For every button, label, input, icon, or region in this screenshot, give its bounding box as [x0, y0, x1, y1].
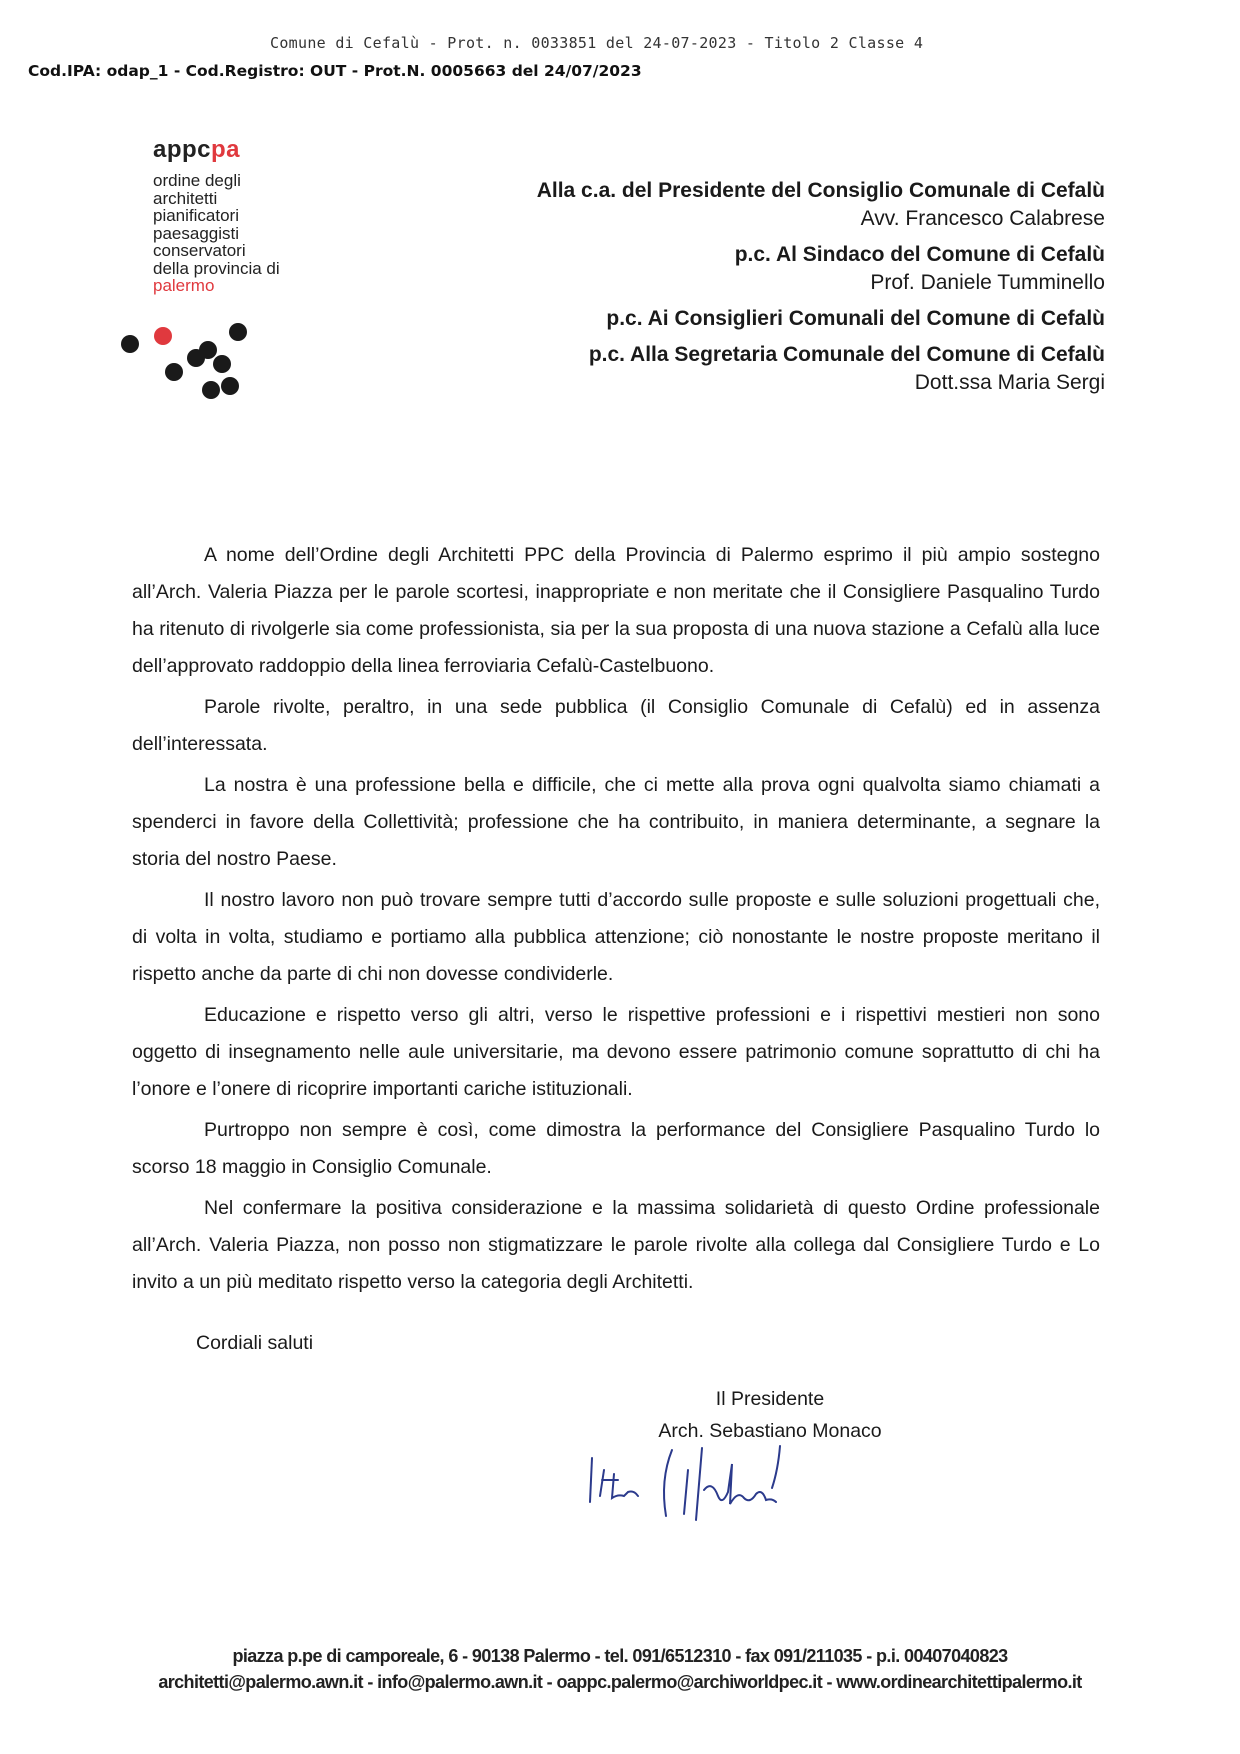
- footer-contacts: architetti@palermo.awn.it - info@palermo.awn.it - oappc.palermo@archiworldpec.it - www.ordinearchitettipalermo.it: [158, 1672, 1082, 1692]
- body-paragraph: Parole rivolte, peraltro, in una sede pubblica (il Consiglio Comunale di Cefalù) ed in assenza dell’interessata.: [132, 696, 1100, 755]
- body-paragraph: Purtroppo non sempre è così, come dimostra la performance del Consigliere Pasqualino Turdo lo scorso 18 maggio in Consiglio Comunale.: [132, 1119, 1100, 1178]
- signatory-title: Il Presidente: [715, 1388, 825, 1410]
- addressees: [465, 177, 1105, 405]
- organization-logo: [153, 136, 343, 295]
- protocol-stamp: Comune di Cefalù - Prot. n. 0033851 del 24-07-2023 - Titolo 2 Classe 4: [270, 34, 924, 52]
- addressee-name: Dott.ssa Maria Sergi: [914, 371, 1105, 394]
- logo-line: della provincia di: [153, 258, 280, 278]
- logo-text: [153, 172, 343, 295]
- signatory-name: Arch. Sebastiano Monaco: [658, 1420, 882, 1442]
- addressee-name: Avv. Francesco Calabrese: [860, 207, 1105, 230]
- logo-dots-icon: [118, 318, 258, 408]
- letter-body: [132, 537, 1100, 1305]
- logo-city: palermo: [153, 276, 215, 295]
- footer-address: piazza p.pe di camporeale, 6 - 90138 Palermo - tel. 091/6512310 - fax 091/211035 - p.i. 00407040823: [232, 1646, 1008, 1666]
- logo-line: paesaggisti: [153, 223, 240, 243]
- body-paragraph: Il nostro lavoro non può trovare sempre tutti d’accordo sulle proposte e sulle soluzioni progettuali che, di volta in volta, studiamo e portiamo alla pubblica attenzione; ciò nonostante le nostre proposte meritano il rispetto anche da parte di chi non dovesse condividerle.: [132, 889, 1100, 985]
- logo-line: ordine degli: [153, 171, 241, 190]
- body-paragraph: Nel confermare la positiva considerazione e la massima solidarietà di questo Ordine professionale all’Arch. Valeria Piazza, non posso non stigmatizzare le parole rivolte alla collega dal Consigliere Turdo e Lo invito a un più meditato rispetto verso la categoria degli Architetti.: [132, 1197, 1100, 1293]
- addressee-block: [465, 241, 1105, 297]
- logo-line: pianificatori: [153, 206, 239, 225]
- addressee-block: [465, 305, 1105, 333]
- signature-block: [620, 1383, 920, 1447]
- addressee-title: p.c. Alla Segretaria Comunale del Comune di Cefalù: [588, 343, 1105, 366]
- closing-salutation: Cordiali saluti: [196, 1332, 314, 1354]
- addressee-block: [465, 341, 1105, 397]
- body-paragraph: Educazione e rispetto verso gli altri, verso le rispettive professioni e i rispettivi mestieri non sono oggetto di insegnamento nelle aule universitarie, ma devono essere patrimonio comune soprattutto di chi ha l’onore e l’onere di ricoprire importanti cariche istituzionali.: [132, 1004, 1100, 1100]
- logo-brand-accent: pa: [211, 136, 241, 163]
- handwritten-signature-icon: [580, 1440, 870, 1530]
- addressee-block: [465, 177, 1105, 233]
- addressee-title: p.c. Al Sindaco del Comune di Cefalù: [734, 243, 1105, 266]
- logo-brand-main: appc: [153, 136, 212, 163]
- body-paragraph: La nostra è una professione bella e difficile, che ci mette alla prova ogni qualvolta siamo chiamati a spenderci in favore della Collettività; professione che ha contribuito, in maniera determinante, a segnare la storia del nostro Paese.: [132, 774, 1100, 870]
- letterhead-footer: [0, 1643, 1240, 1695]
- addressee-title: p.c. Ai Consiglieri Comunali del Comune di Cefalù: [606, 307, 1105, 330]
- body-paragraph: A nome dell’Ordine degli Architetti PPC della Provincia di Palermo esprimo il più ampio sostegno all’Arch. Valeria Piazza per le parole scortesi, inappropriate e non meritate che il Consigliere Pasqualino Turdo ha ritenuto di rivolgerle sia come professionista, sia per la sua proposta di una nuova stazione a Cefalù alla luce dell’approvato raddoppio della linea ferroviaria Cefalù-Castelbuono.: [132, 544, 1100, 677]
- registry-line: Cod.IPA: odap_1 - Cod.Registro: OUT - Prot.N. 0005663 del 24/07/2023: [28, 62, 642, 80]
- addressee-name: Prof. Daniele Tumminello: [870, 271, 1105, 294]
- logo-line: architetti: [153, 188, 218, 208]
- logo-line: conservatori: [153, 241, 246, 260]
- addressee-title: Alla c.a. del Presidente del Consiglio Comunale di Cefalù: [536, 179, 1105, 202]
- logo-brand: [153, 136, 343, 164]
